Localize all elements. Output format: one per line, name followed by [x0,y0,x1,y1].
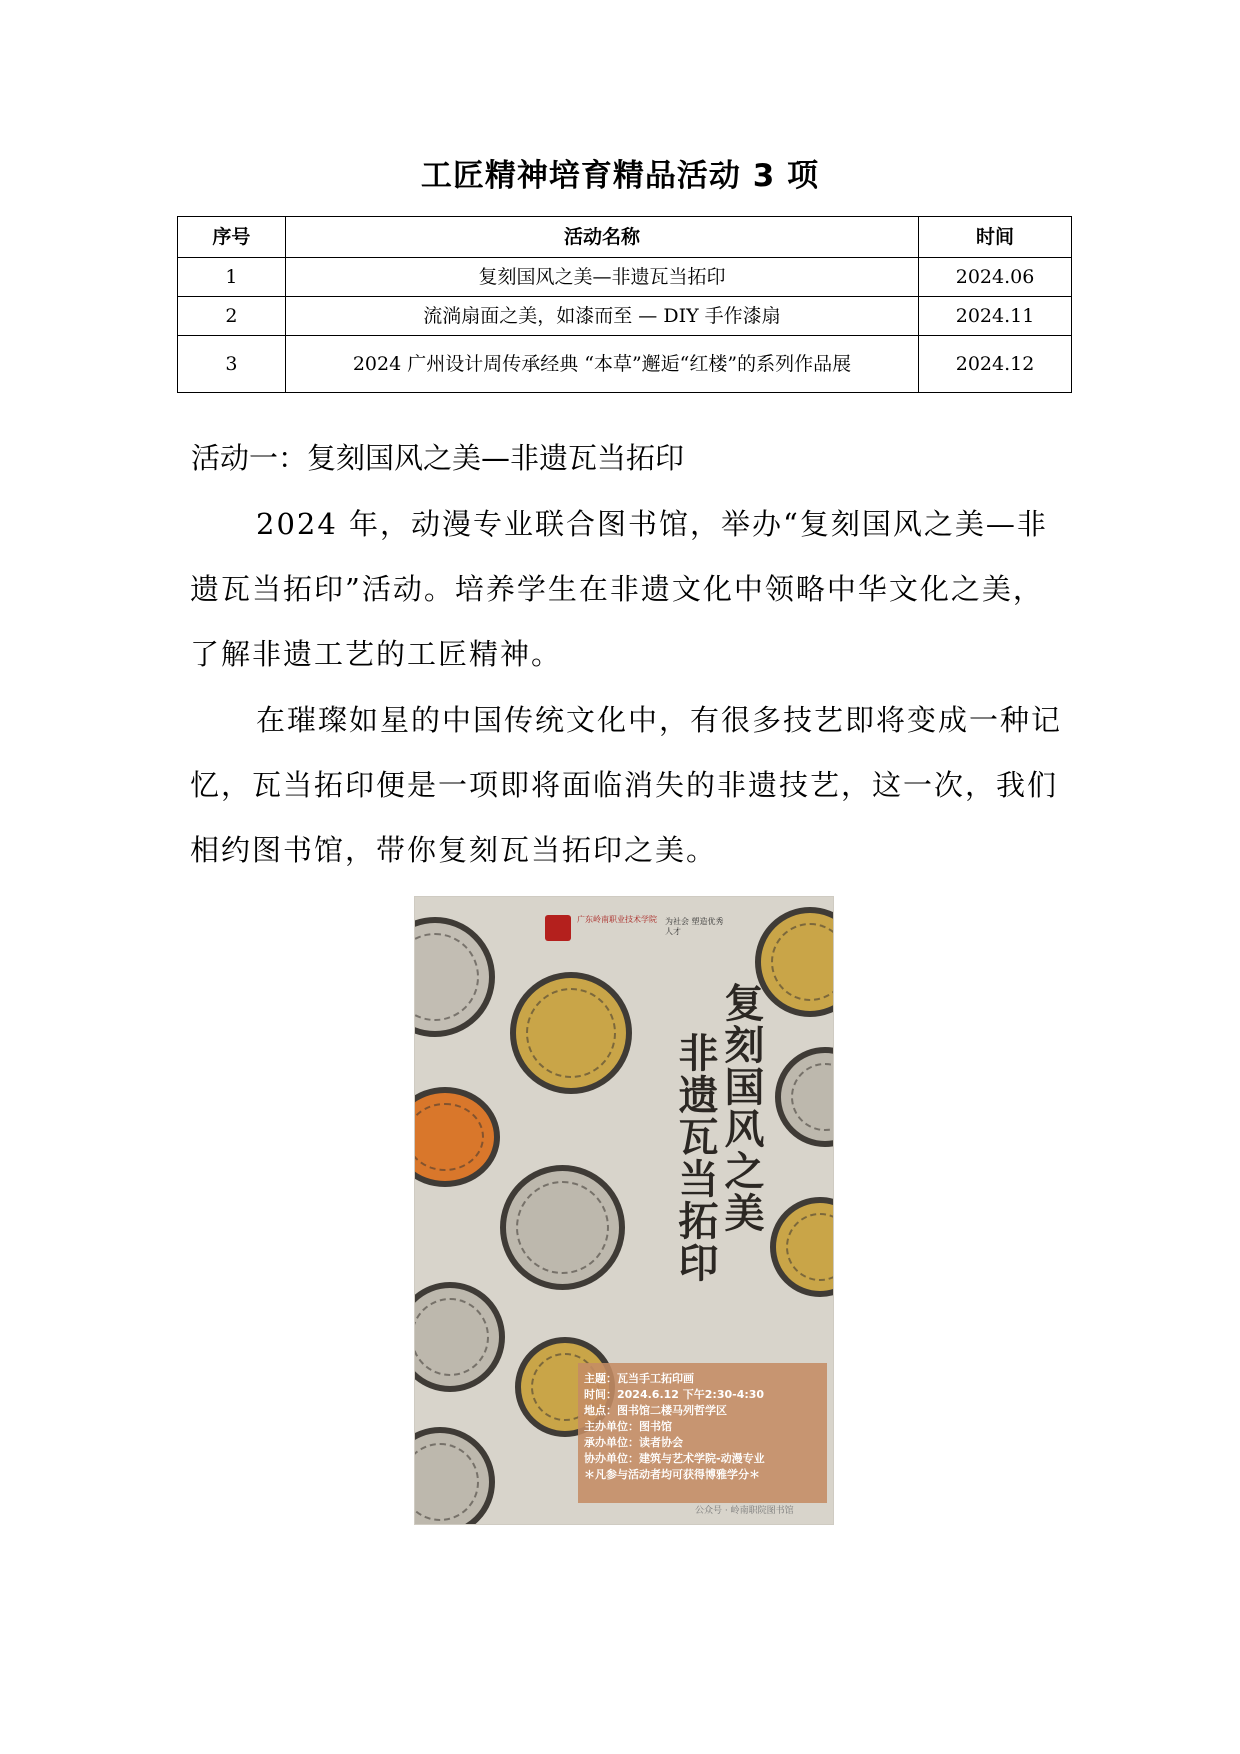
row-number: 3 [178,336,286,393]
info-theme: 主题：瓦当手工拓印画 [584,1372,694,1385]
info-credit-note: ＊凡参与活动者均可获得博雅学分＊ [584,1468,760,1481]
poster-title-line-2: 非遗瓦当拓印 [672,1032,718,1284]
tile-medallion [510,972,632,1094]
section-heading: 活动一：复刻国风之美—非遗瓦当拓印 [191,441,685,475]
tile-medallion [770,1197,834,1297]
table-header-row [178,217,1072,258]
page-title: 工匠精神培育精品活动 3 项 [420,158,820,194]
info-host: 承办单位：读者协会 [584,1436,683,1449]
paragraph: 2024 年，动漫专业联合图书馆，举办“复刻国风之美—非遗瓦当拓印”活动。培养学生在非遗文化中领略中华文化之美，了解非遗工艺的工匠精神。 [190,507,1048,671]
info-organizer: 主办单位：图书馆 [584,1420,672,1433]
header-date: 时间 [919,217,1072,258]
tile-medallion [775,1047,834,1147]
logo-slogan: 为社会 塑造优秀人才 [665,917,724,936]
table-row [178,336,1072,393]
row-number: 2 [178,297,286,336]
info-time: 时间：2024.6.12 下午2:30-4:30 [584,1388,765,1401]
activities-table [177,216,1072,393]
tile-medallion [414,1087,500,1187]
poster-watermark: 公众号 · 岭南职院图书馆 [695,1506,794,1516]
paragraph: 在璀璨如星的中国传统文化中，有很多技艺即将变成一种记忆，瓦当拓印便是一项即将面临消失的非遗技艺，这一次，我们相约图书馆，带你复刻瓦当拓印之美。 [190,703,1063,867]
tile-medallion [414,1282,505,1392]
row-date: 2024.11 [919,297,1072,336]
row-date: 2024.06 [919,258,1072,297]
poster-info-box [578,1363,827,1503]
info-coorganizer: 协办单位：建筑与艺术学院-动漫专业 [584,1452,765,1465]
table-row [178,258,1072,297]
event-poster-image [414,896,834,1525]
college-logo [545,911,725,947]
row-activity-name: 复刻国风之美—非遗瓦当拓印 [285,258,918,297]
poster-title-line-1: 复刻国风之美 [718,982,764,1234]
row-number: 1 [178,258,286,297]
table-row [178,297,1072,336]
row-date: 2024.12 [919,336,1072,393]
row-activity-name: 流淌扇面之美，如漆而至 — DIY 手作漆扇 [285,297,918,336]
college-emblem-icon [545,915,571,941]
tile-medallion [414,1427,495,1525]
tile-medallion [414,917,495,1037]
logo-text: 广东岭南职业技术学院 [577,915,657,924]
tile-medallion [500,1165,625,1290]
info-location: 地点：图书馆二楼马列哲学区 [584,1404,727,1417]
row-activity-name: 2024 广州设计周传承经典 “本草”邂逅“红楼”的系列作品展 [285,336,918,393]
header-activity-name: 活动名称 [285,217,918,258]
header-number: 序号 [178,217,286,258]
